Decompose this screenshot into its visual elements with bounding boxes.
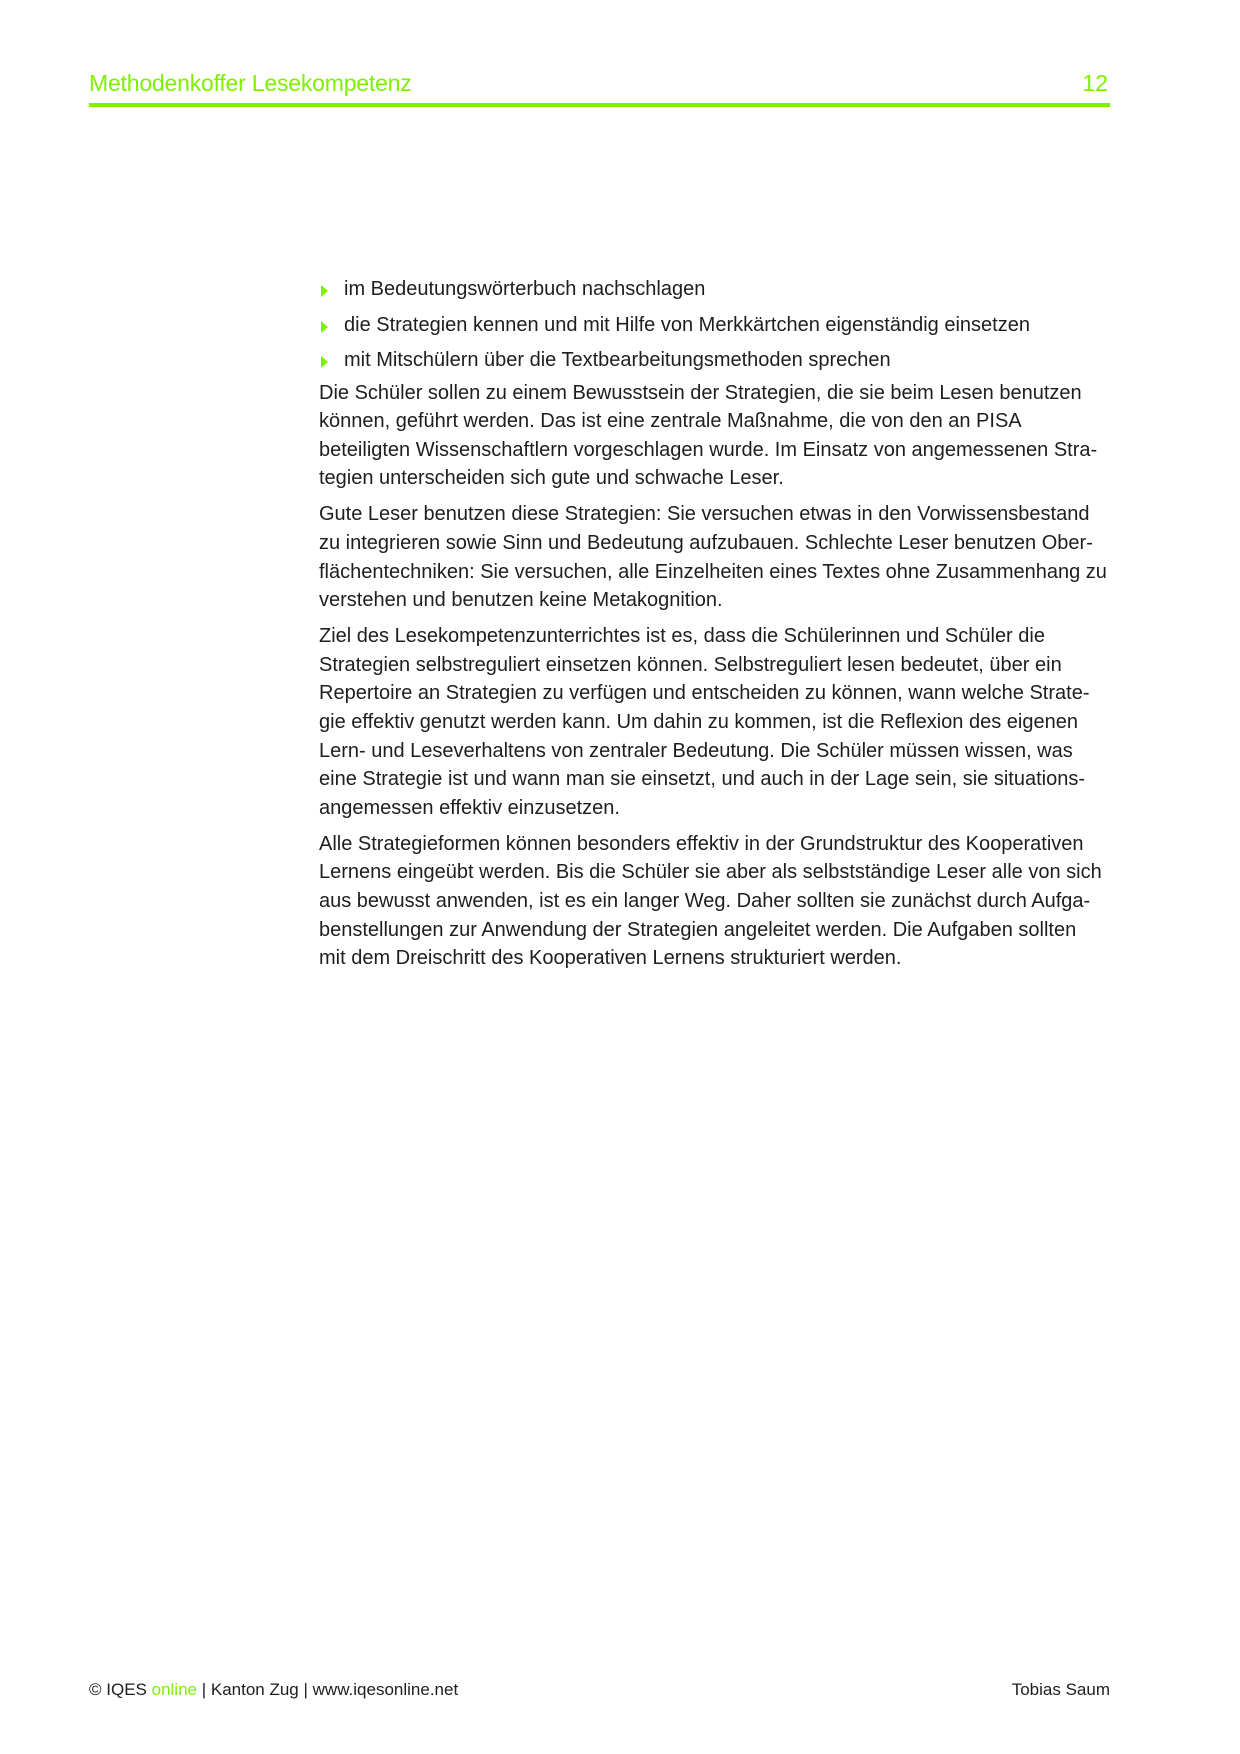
list-item-text: mit Mitschülern über die Textbearbeitungsmethoden sprechen [344, 349, 891, 371]
text-line: zu integrieren sowie Sinn und Bedeutung aufzubauen. Schlechte Leser benutzen Ober- [319, 532, 1093, 555]
page-number: 12 [1082, 70, 1108, 96]
text-line: Ziel des Lesekompetenzunterrichtes ist es, dass die Schülerinnen und Schüler die [319, 625, 1045, 648]
list-item [319, 308, 1119, 344]
text-line: angemessen effektiv einzusetzen. [319, 796, 620, 819]
text-line: können, geführt werden. Das ist eine zentrale Maßnahme, die von den an PISA [319, 410, 1022, 433]
text-line: Gute Leser benutzen diese Strategien: Sie versuchen etwas in den Vorwissensbestand [319, 503, 1090, 526]
text-line: verstehen und benutzen keine Metakognition. [319, 589, 723, 612]
text-line: benstellungen zur Anwendung der Strategien angeleitet werden. Die Aufgaben sollten [319, 918, 1077, 941]
text-line: Lernens eingeübt werden. Bis die Schüler sie aber als selbstständige Leser alle von sich [319, 861, 1102, 884]
document-title: Methodenkoffer Lesekompetenz [89, 70, 412, 96]
list-item [319, 272, 1119, 308]
region-text: Kanton Zug [210, 1680, 299, 1699]
text-line: flächentechniken: Sie versuchen, alle Einzelheiten eines Textes ohne Zusammenhang zu [319, 560, 1107, 583]
separator: | [196, 1680, 211, 1699]
triangle-right-icon [321, 285, 328, 297]
main-content [319, 272, 1119, 973]
text-line: beteiligten Wissenschaftlern vorgeschlagen wurde. Im Einsatz von angemessenen Stra- [319, 438, 1098, 461]
website-link[interactable]: www.iqesonline.net [312, 1680, 459, 1699]
text-line: gie effektiv genutzt werden kann. Um dahin zu kommen, ist die Reflexion des eigenen [319, 711, 1078, 733]
paragraph-cooperative-learning [319, 830, 1119, 973]
list-item-text: im Bedeutungswörterbuch nachschlagen [344, 278, 706, 300]
text-line: Die Schüler sollen zu einem Bewusstsein der Strategien, die sie beim Lesen benutzen [319, 381, 1082, 404]
copyright-text: © IQES [89, 1680, 152, 1699]
text-line: aus bewusst anwenden, ist es ein langer Weg. Daher sollten sie zunächst durch Aufga- [319, 889, 1091, 912]
triangle-right-icon [321, 321, 328, 333]
triangle-right-icon [321, 356, 328, 368]
text-line: tegien unterscheiden sich gute und schwache Leser. [319, 467, 784, 490]
text-line: Repertoire an Strategien zu verfügen und entscheiden zu können, wann welche Strate- [319, 682, 1090, 705]
text-line: Strategien selbstreguliert einsetzen können. Selbstreguliert lesen bedeutet, über ein [319, 653, 1062, 676]
footer-credits [89, 1680, 458, 1700]
footer-author: Tobias Saum [1011, 1680, 1110, 1699]
paragraph-good-readers [319, 500, 1119, 614]
brand-accent: online [151, 1680, 197, 1699]
text-line: Alle Strategieformen können besonders effektiv in der Grundstruktur des Kooperativen [319, 832, 1084, 855]
paragraph-strategy-awareness [319, 379, 1119, 493]
list-item-text: die Strategien kennen und mit Hilfe von Merkkärtchen eigenständig einsetzen [344, 313, 1030, 336]
separator: | [298, 1680, 313, 1699]
bullet-list [319, 272, 1119, 379]
text-line: eine Strategie ist und wann man sie einsetzt, und auch in der Lage sein, sie situations- [319, 768, 1086, 791]
text-line: mit dem Dreischritt des Kooperativen Lernens strukturiert werden. [319, 947, 902, 970]
paragraph-goal [319, 622, 1119, 822]
header-divider [89, 103, 1110, 107]
text-line: Lern- und Leseverhaltens von zentraler Bedeutung. Die Schüler müssen wissen, was [319, 739, 1073, 762]
list-item [319, 343, 1119, 379]
